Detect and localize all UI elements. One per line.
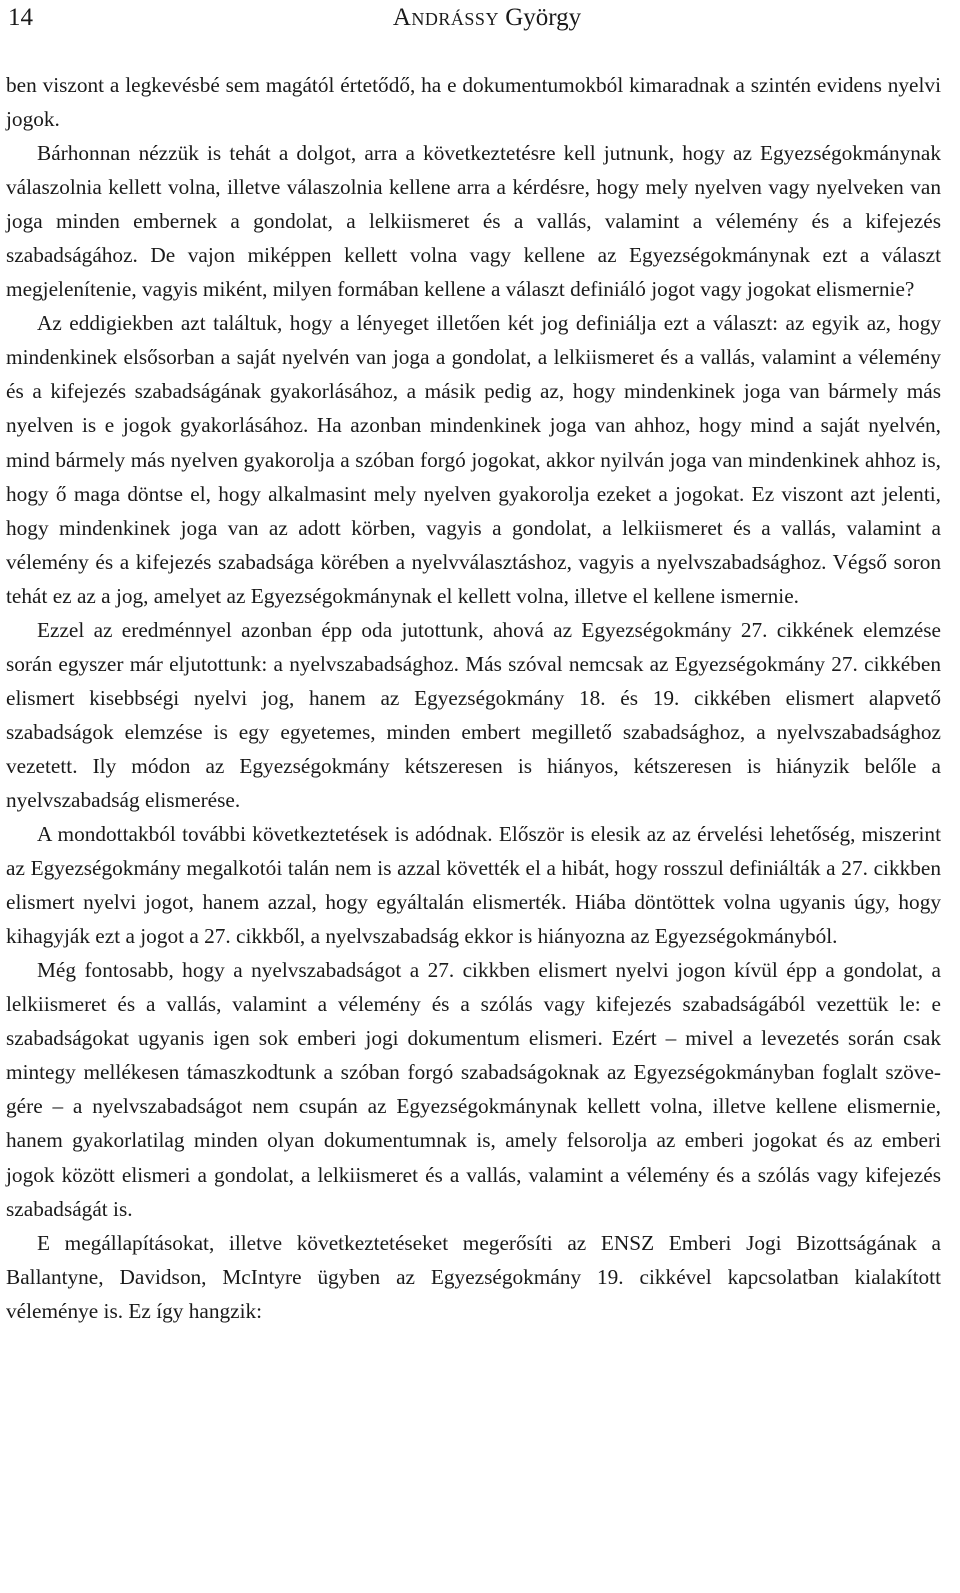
paragraph: Ezzel az eredménnyel azonban épp oda jutottunk, ahová az Egyezségokmány 27. cikkének elemzése során egyszer már eljutottunk: a nyelvszabadsághoz. Más szóval nemcsak az Egyezségokmány 27. cikkében elismert kisebbségi nyelvi jog, hanem az Egyezségokmány 18. és 19. cikkében elismert alapvető szabadságok elemzése is egy egyetemes, minden embert megillető szabadsághoz, a nyelvszabadsághoz vezetett. Ily módon az Egyezségokmány kétszeresen is hiányos, kétszeresen is hiányzik belőle a nyelvszabadság elismerése. (6, 617, 941, 812)
body-text (6, 68, 941, 1328)
author-last-name: György (505, 4, 582, 31)
running-title (8, 2, 952, 34)
author-first-name: Andrássy (392, 4, 499, 31)
paragraph-continued: ben viszont a legkevésbé sem magától értetődő, ha e dokumentumokból kimaradnak a szintén evidens nyelvi jogok. (6, 73, 941, 132)
paragraph: A mondottakból további következtetések is adódnak. Először is elesik az az érvelési lehetőség, miszerint az Egyezségokmány megalkotói talán nem is azzal követték el a hibát, hogy rosszul definiálták a 27. cikkben elismert nyelvi jogot, hanem azzal, hogy egyáltalán elismerték. Hiába döntöttek volna ugyanis úgy, hogy kihagyják ezt a jogot a 27. cikkből, a nyelvszabadság ekkor is hiányozna az Egyezségokmányból. (6, 822, 941, 949)
running-head (8, 0, 952, 36)
paragraph: E megállapításokat, illetve következtetéseket megerősíti az ENSZ Emberi Jogi Bizottságának a Ballantyne, Davidson, McIntyre ügyben az Egyezségokmány 19. cikkével kapcsolatban kialakított véleménye is. Ez így hangzik: (6, 1230, 941, 1323)
paragraph: Még fontosabb, hogy a nyelvszabadságot a 27. cikkben elismert nyelvi jogon kívül épp a gondolat, a lelkiismeret és a vallás, valamint a vélemény és a szólás vagy kifejezés szabadságából vezettük le: e szabadságokat ugyanis igen sok emberi jogi dokumentum elismeri. Ezért – mivel a levezetés során csak mintegy mellékesen támaszkodtunk a szóban forgó szabadságoknak az Egyezségokmányban foglalt szövegére – a nyelvszabadságot nem csupán az Egyezségokmánynak kellett volna, illetve kellene elismernie, hanem gyakorlatilag minden olyan dokumentumnak is, amely felsorolja az emberi jogokat és az emberi jogok között elismeri a gondolat, a lelkiismeret és a vallás, valamint a vélemény és a szólás vagy kifejezés szabadságát is. (6, 958, 941, 1221)
paragraph: Az eddigiekben azt találtuk, hogy a lényeget illetően két jog definiálja ezt a választ: az egyik az, hogy mindenkinek elsősorban a saját nyelvén van joga a gondolat, a lelkiismeret és a vallás, valamint a vélemény és a kifejezés szabadságának gyakorlásához, a másik pedig az, hogy mindenkinek joga van bármely más nyelven is e jogok gyakorlásához. Ha azonban mindenkinek joga van ahhoz, hogy mind a saját nyelvén, mind bármely más nyelven gyakorolja a szóban forgó jogokat, akkor nyilván joga van mindenkinek ahhoz is, hogy ő maga döntse el, hogy alkalmasint mely nyelven gyakorolja ezeket a jogokat. Ez viszont azt jelenti, hogy mindenkinek joga van az adott körben, vagyis a gondolat, a lelkiismeret és a vallás, valamint a vélemény és a kifejezés szabadsága körében a nyelvválasztáshoz, vagyis a nyelvszabadsághoz. Végső soron tehát ez az a jog, amelyet az Egyezségokmánynak el kellett volna, illetve el kellene ismernie. (6, 311, 941, 608)
page-number: 14 (8, 4, 33, 31)
paragraph: Bárhonnan nézzük is tehát a dolgot, arra a következtetésre kell jutnunk, hogy az Egyezségokmánynak válaszolnia kellett volna, illetve válaszolnia kellene arra a kérdésre, hogy mely nyelven vagy nyelveken van joga minden embernek a gondolat, a lelkiismeret és a vallás, valamint a vélemény és a kifejezés szabadságához. De vajon miképpen kellett volna vagy kellene az Egyezségokmánynak ezt a választ megjelenítenie, vagyis miként, milyen formában kellene a választ definiáló jogot vagy jogokat elismernie? (6, 141, 941, 302)
